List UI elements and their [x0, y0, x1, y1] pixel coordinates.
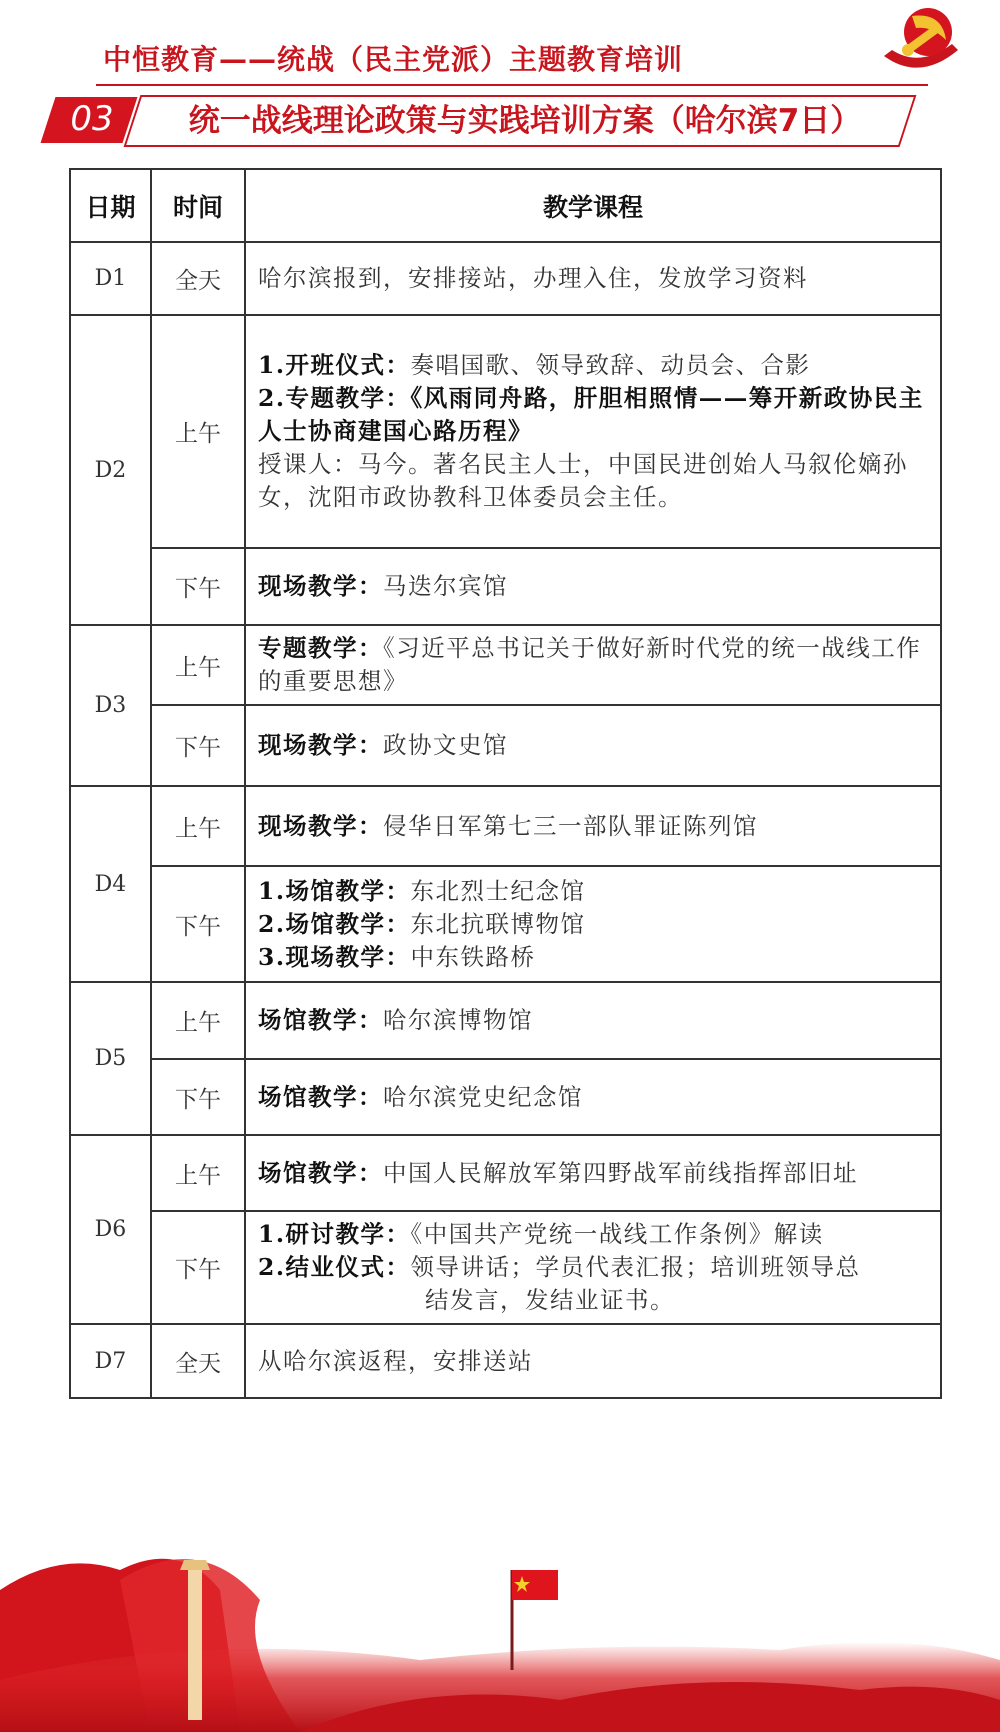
- section-number: 03: [70, 99, 114, 139]
- time-cell: 下午: [151, 548, 245, 625]
- course-label: 场馆教学：: [258, 1082, 383, 1111]
- table-row: [70, 315, 941, 548]
- course-cell: [245, 1059, 941, 1135]
- course-label: 专题教学：: [258, 634, 383, 662]
- course-label: 2.场馆教学：: [258, 909, 411, 938]
- course-text: 政协文史馆: [383, 731, 508, 759]
- day-cell: D7: [70, 1324, 151, 1398]
- course-label: 2.专题教学：: [258, 384, 411, 412]
- course-text: 哈尔滨党史纪念馆: [383, 1082, 583, 1111]
- course-cell: 从哈尔滨返程，安排送站: [245, 1324, 941, 1398]
- header-day: 日期: [70, 169, 151, 242]
- time-cell: 下午: [151, 705, 245, 786]
- schedule-table: [69, 168, 942, 1399]
- course-text: 《风雨同舟路，肝胆相照情——筹开新政协民主人士协商建国心路历程》: [258, 384, 924, 445]
- course-label: 3.现场教学：: [258, 942, 411, 971]
- course-line: [258, 1251, 930, 1284]
- time-cell: 上午: [151, 625, 245, 705]
- course-label: 1.场馆教学：: [258, 876, 411, 905]
- course-text: 马迭尔宾馆: [383, 572, 508, 600]
- time-cell: 下午: [151, 1211, 245, 1324]
- time-cell: 下午: [151, 866, 245, 982]
- course-line: [258, 941, 930, 974]
- course-text: 侵华日军第七三一部队罪证陈列馆: [383, 811, 758, 840]
- course-label: 1.研讨教学：: [258, 1220, 411, 1248]
- table-row: [70, 242, 941, 315]
- course-line: [258, 875, 930, 908]
- course-cell: [245, 315, 941, 548]
- course-text: 《中国共产党统一战线工作条例》解读: [410, 1220, 824, 1248]
- day-cell: D3: [70, 625, 151, 786]
- course-text: 《习近平总书记关于做好新时代党的统一战线工作的重要思想》: [258, 634, 922, 695]
- time-cell: 上午: [151, 1135, 245, 1211]
- time-cell: 全天: [151, 242, 245, 315]
- table-row: [70, 1211, 941, 1324]
- day-cell: D2: [70, 315, 151, 625]
- table-row: [70, 705, 941, 786]
- table-header-row: [70, 169, 941, 242]
- time-cell: 上午: [151, 786, 245, 866]
- time-cell: 下午: [151, 1059, 245, 1135]
- table-row: [70, 866, 941, 982]
- course-label: 现场教学：: [258, 811, 383, 840]
- pillar-shape: [188, 1570, 202, 1720]
- table-row: [70, 625, 941, 705]
- course-text: 哈尔滨博物馆: [383, 1006, 533, 1034]
- course-line: [258, 349, 930, 382]
- course-text: 奏唱国歌、领导致辞、动员会、合影: [410, 351, 811, 379]
- lecturer-text: 授课人：马今。著名民主人士，中国民进创始人马叙伦嫡孙女，沈阳市政协教科卫体委员会主任。: [258, 450, 908, 511]
- header-time: 时间: [151, 169, 245, 242]
- course-cell: [245, 866, 941, 982]
- course-cell: [245, 1211, 941, 1324]
- header-course: 教学课程: [245, 169, 941, 242]
- time-cell: 全天: [151, 1324, 245, 1398]
- course-label: 场馆教学：: [258, 1006, 383, 1034]
- course-cell: [245, 982, 941, 1059]
- course-cell: 哈尔滨报到，安排接站，办理入住，发放学习资料: [245, 242, 941, 315]
- table-row: [70, 786, 941, 866]
- course-line: [258, 382, 930, 448]
- course-cell: [245, 548, 941, 625]
- course-cell: [245, 625, 941, 705]
- table-row: [70, 1324, 941, 1398]
- course-line: [258, 908, 930, 941]
- course-text: 中国人民解放军第四野战军前线指挥部旧址: [383, 1158, 858, 1187]
- table-row: [70, 1135, 941, 1211]
- section-number-badge: [41, 97, 138, 143]
- table-row: [70, 548, 941, 625]
- course-cell: [245, 705, 941, 786]
- day-cell: D5: [70, 982, 151, 1135]
- course-line: 结发言，发结业证书。: [425, 1286, 675, 1314]
- course-label: 1.开班仪式：: [258, 351, 411, 379]
- course-cell: [245, 786, 941, 866]
- brand-title: 中恒教育——统战（民主党派）主题教育培训: [103, 43, 684, 76]
- table-row: [70, 1059, 941, 1135]
- course-cell: [245, 1135, 941, 1211]
- course-text: 中东铁路桥: [410, 942, 536, 971]
- course-label: 现场教学：: [258, 572, 383, 600]
- course-label: 现场教学：: [258, 731, 383, 759]
- day-cell: D6: [70, 1135, 151, 1324]
- brand-underline: [96, 84, 928, 86]
- course-label: 场馆教学：: [258, 1158, 383, 1187]
- day-cell: D1: [70, 242, 151, 315]
- course-text: 东北抗联博物馆: [410, 909, 586, 938]
- time-cell: 上午: [151, 315, 245, 548]
- course-line: [258, 1218, 930, 1251]
- table-row: [70, 982, 941, 1059]
- day-cell: D4: [70, 786, 151, 982]
- party-emblem-icon: [872, 2, 968, 80]
- footer-decoration: [0, 1530, 1000, 1732]
- course-text: 领导讲话；学员代表汇报；培训班领导总: [410, 1253, 861, 1281]
- page-title: 统一战线理论政策与实践培训方案（哈尔滨7日）: [188, 103, 862, 139]
- course-text: 东北烈士纪念馆: [410, 876, 586, 905]
- time-cell: 上午: [151, 982, 245, 1059]
- course-label: 2.结业仪式：: [258, 1253, 411, 1281]
